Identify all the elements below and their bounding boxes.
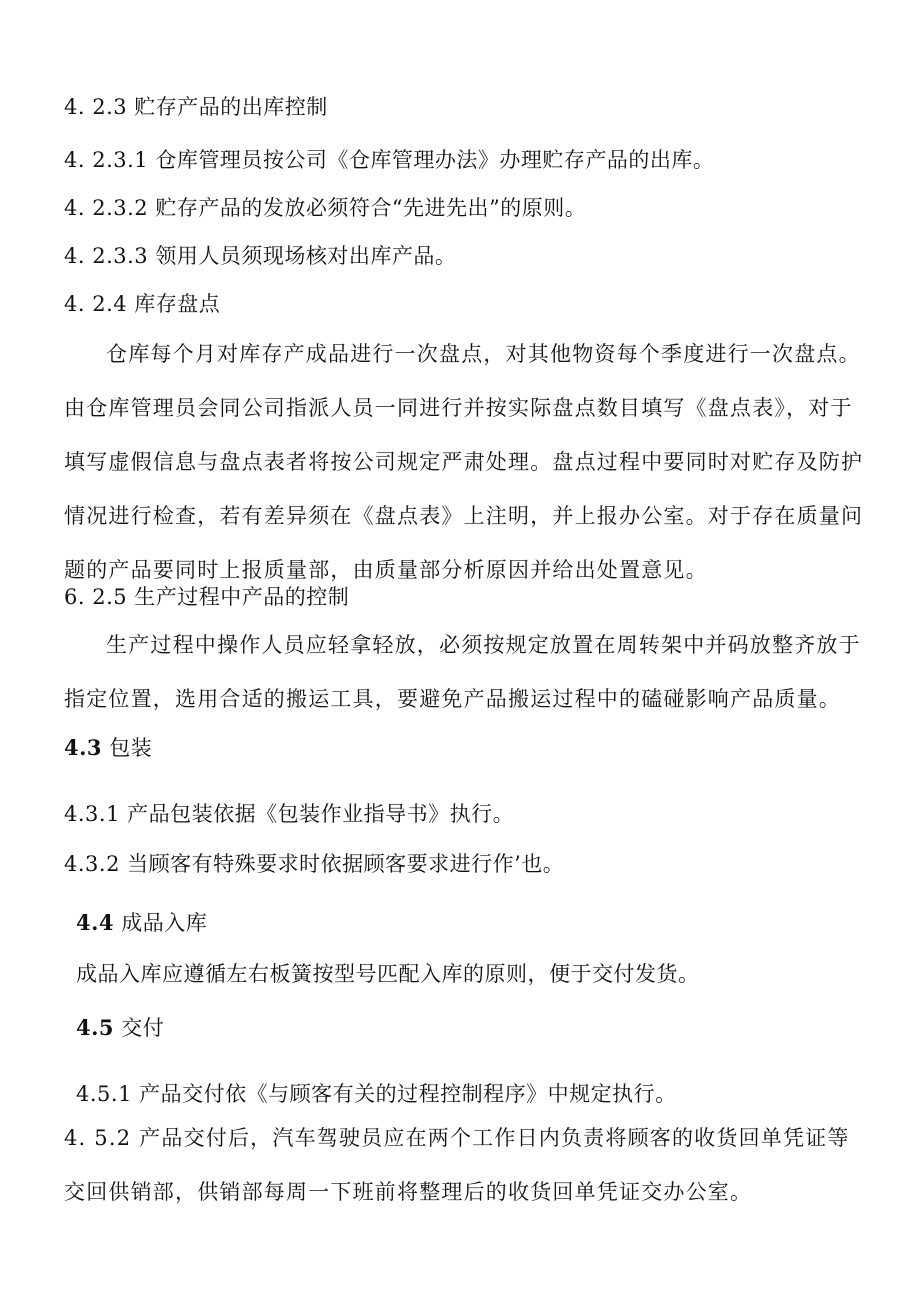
heading-4-5-number: 4.5 — [76, 1015, 115, 1040]
heading-4-2-4: 4. 2.4 库存盘点 — [64, 292, 221, 316]
production-paragraph — [64, 618, 864, 726]
delivery-paragraph-text: 4. 5.2 产品交付后，汽车驾驶员应在两个工作日内负责将顾客的收货回单凭证等交回供销部，供销部每周一下班前将整理后的收货回单凭证交办公室。 — [64, 1126, 850, 1204]
delivery-paragraph — [64, 1111, 864, 1219]
heading-4-5-title: 交付 — [114, 1016, 165, 1040]
item-4-2-3-3: 4. 2.3.3 领用人员须现场核对出库产品。 — [64, 244, 457, 268]
item-4-3-1: 4.3.1 产品包装依据《包装作业指导书》执行。 — [64, 802, 515, 826]
item-4-3-2: 4.3.2 当顾客有特殊要求时依据顾客要求进行作’也。 — [64, 852, 565, 876]
heading-4-2-3: 4. 2.3 贮存产品的出库控制 — [64, 95, 328, 119]
heading-4-3-number: 4.3 — [64, 735, 103, 760]
production-paragraph-text: 生产过程中操作人员应轻拿轻放，必须按规定放置在周转架中并码放整齐放于指定位置，选用合适的搬运工具，要避免产品搬运过程中的磕碰影响产品质量。 — [64, 633, 861, 711]
finished-storage-text: 成品入库应遵循左右板簧按型号匹配入库的原则，便于交付发货。 — [76, 962, 700, 986]
heading-4-3 — [64, 734, 152, 762]
heading-4-3-title: 包装 — [102, 736, 153, 760]
heading-4-4 — [76, 909, 207, 937]
item-4-5-1: 4.5.1 产品交付依《与顾客有关的过程控制程序》中规定执行。 — [76, 1082, 677, 1106]
inventory-paragraph-text: 仓库每个月对库存产成品进行一次盘点，对其他物资每个季度进行一次盘点。由仓库管理员会同公司指派人员一同进行并按实际盘点数目填写《盘点表》，对于填写虚假信息与盘点表者将按公司规定严肃处理。盘点过程中要同时对贮存及防护情况进行检查，若有差异须在《盘点表》上注明，并上报办公室。对于存在质量问题的产品要同时上报质量部，由质量部分析原因并给出处置意见。 — [64, 342, 864, 582]
heading-6-2-5: 6. 2.5 生产过程中产品的控制 — [64, 585, 350, 609]
heading-4-5 — [76, 1014, 164, 1042]
inventory-paragraph — [64, 327, 864, 597]
heading-4-4-number: 4.4 — [76, 910, 115, 935]
heading-4-4-title: 成品入库 — [114, 911, 208, 935]
item-4-2-3-2: 4. 2.3.2 贮存产品的发放必须符合“先进先出”的原则。 — [64, 196, 587, 220]
item-4-2-3-1: 4. 2.3.1 仓库管理员按公司《仓库管理办法》办理贮存产品的出库。 — [64, 148, 715, 172]
